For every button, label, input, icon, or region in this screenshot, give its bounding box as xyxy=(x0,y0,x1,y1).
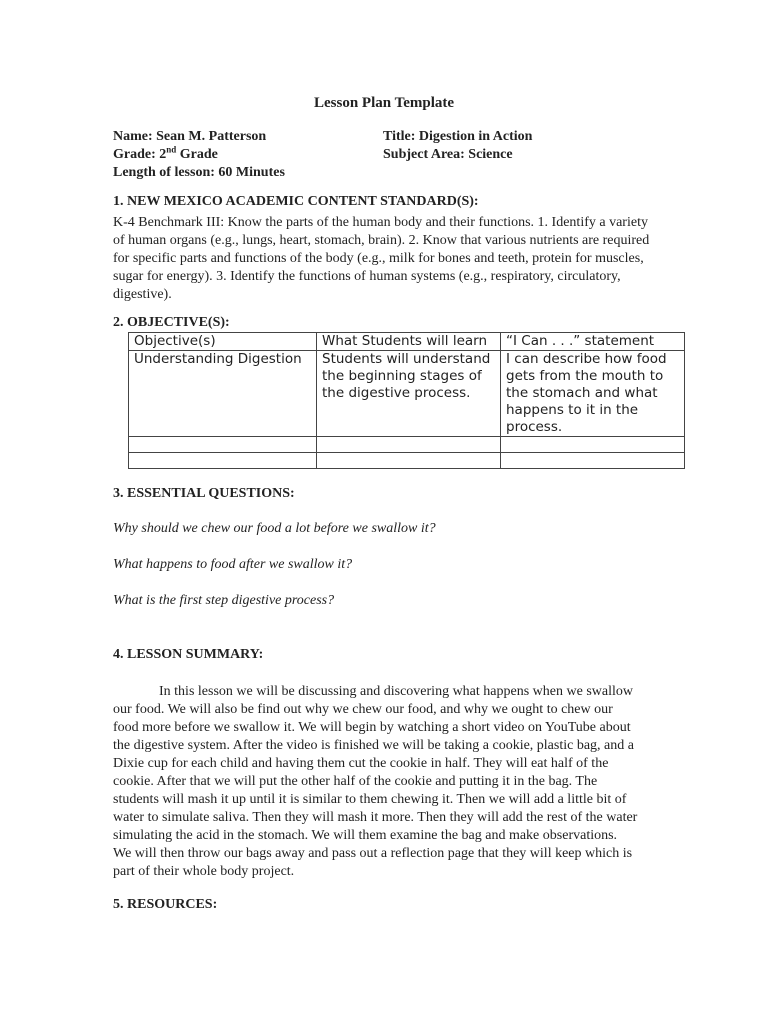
table-row-empty xyxy=(129,453,685,469)
section-2-heading: 2. OBJECTIVE(S): xyxy=(113,315,230,330)
lesson-summary-text: In this lesson we will be discussing and discovering what happens when we swallow our food. We will also be find out why we chew our food, and why we ought to chew our food more before we swallow it. We will begin by watching a short video on YouTube about the digestive system. After the video is finished we will be taking a cookie, plastic bag, and a Dixie cup for each child and having them cut the cookie in half. They will eat half of the cookie. After that we will put the other half of the cookie and putting it in the bag. The students will mash it up until it is similar to them chewing it. Then we will add a little bit of water to simulate saliva. Then they will mash it more. Then they will add the rest of the water simulating the acid in the stomach. We will them examine the bag and make observations. We will then throw our bags away and pass out a reflection page that they will keep which is part of their whole body project. xyxy=(113,684,638,879)
grade-superscript: nd xyxy=(166,144,177,155)
table-cell xyxy=(501,437,685,453)
table-cell: Understanding Digestion xyxy=(129,351,317,437)
subject-area: Subject Area: Science xyxy=(383,147,513,162)
document-title: Lesson Plan Template xyxy=(313,95,455,111)
table-cell xyxy=(317,453,501,469)
essential-question: Why should we chew our food a lot before we swallow it? xyxy=(113,521,436,536)
lesson-length: Length of lesson: 60 Minutes xyxy=(113,165,285,180)
section-1-heading: 1. NEW MEXICO ACADEMIC CONTENT STANDARD(S): xyxy=(113,194,479,209)
section-5-heading: 5. RESOURCES: xyxy=(113,897,218,912)
table-cell xyxy=(129,437,317,453)
table-cell xyxy=(501,453,685,469)
grade-line xyxy=(113,146,218,164)
essential-question: What is the first step digestive process? xyxy=(113,593,335,608)
section-4-heading: 4. LESSON SUMMARY: xyxy=(113,647,264,662)
grade-prefix: Grade: 2 xyxy=(113,147,167,162)
table-cell xyxy=(317,437,501,453)
table-row-empty xyxy=(129,437,685,453)
teacher-name: Name: Sean M. Patterson xyxy=(113,129,267,144)
section-1-text: K-4 Benchmark III: Know the parts of the human body and their functions. 1. Identify a variety of human organs (e.g., lungs, heart, stomach, brain). 2. Know that various nutrients are required for specific parts and functions of the body (e.g., milk for bones and teeth, protein for muscles, sugar for energy). 3. Identify the functions of human systems (e.g., respiratory, circulatory, digestive). xyxy=(113,215,650,302)
table-header-cell: What Students will learn xyxy=(317,333,501,351)
lesson-title: Title: Digestion in Action xyxy=(383,129,533,144)
grade-suffix: Grade xyxy=(176,147,218,162)
table-header-cell: Objective(s) xyxy=(129,333,317,351)
section-3-heading: 3. ESSENTIAL QUESTIONS: xyxy=(113,486,295,501)
table-cell: I can describe how food gets from the mouth to the stomach and what happens to it in the process. xyxy=(501,351,685,437)
table-header-row xyxy=(129,333,685,351)
essential-question: What happens to food after we swallow it? xyxy=(113,557,353,572)
table-cell: Students will understand the beginning stages of the digestive process. xyxy=(317,351,501,437)
table-cell xyxy=(129,453,317,469)
table-row xyxy=(129,351,685,437)
objectives-table xyxy=(128,332,685,469)
table-header-cell: “I Can . . .” statement xyxy=(501,333,685,351)
